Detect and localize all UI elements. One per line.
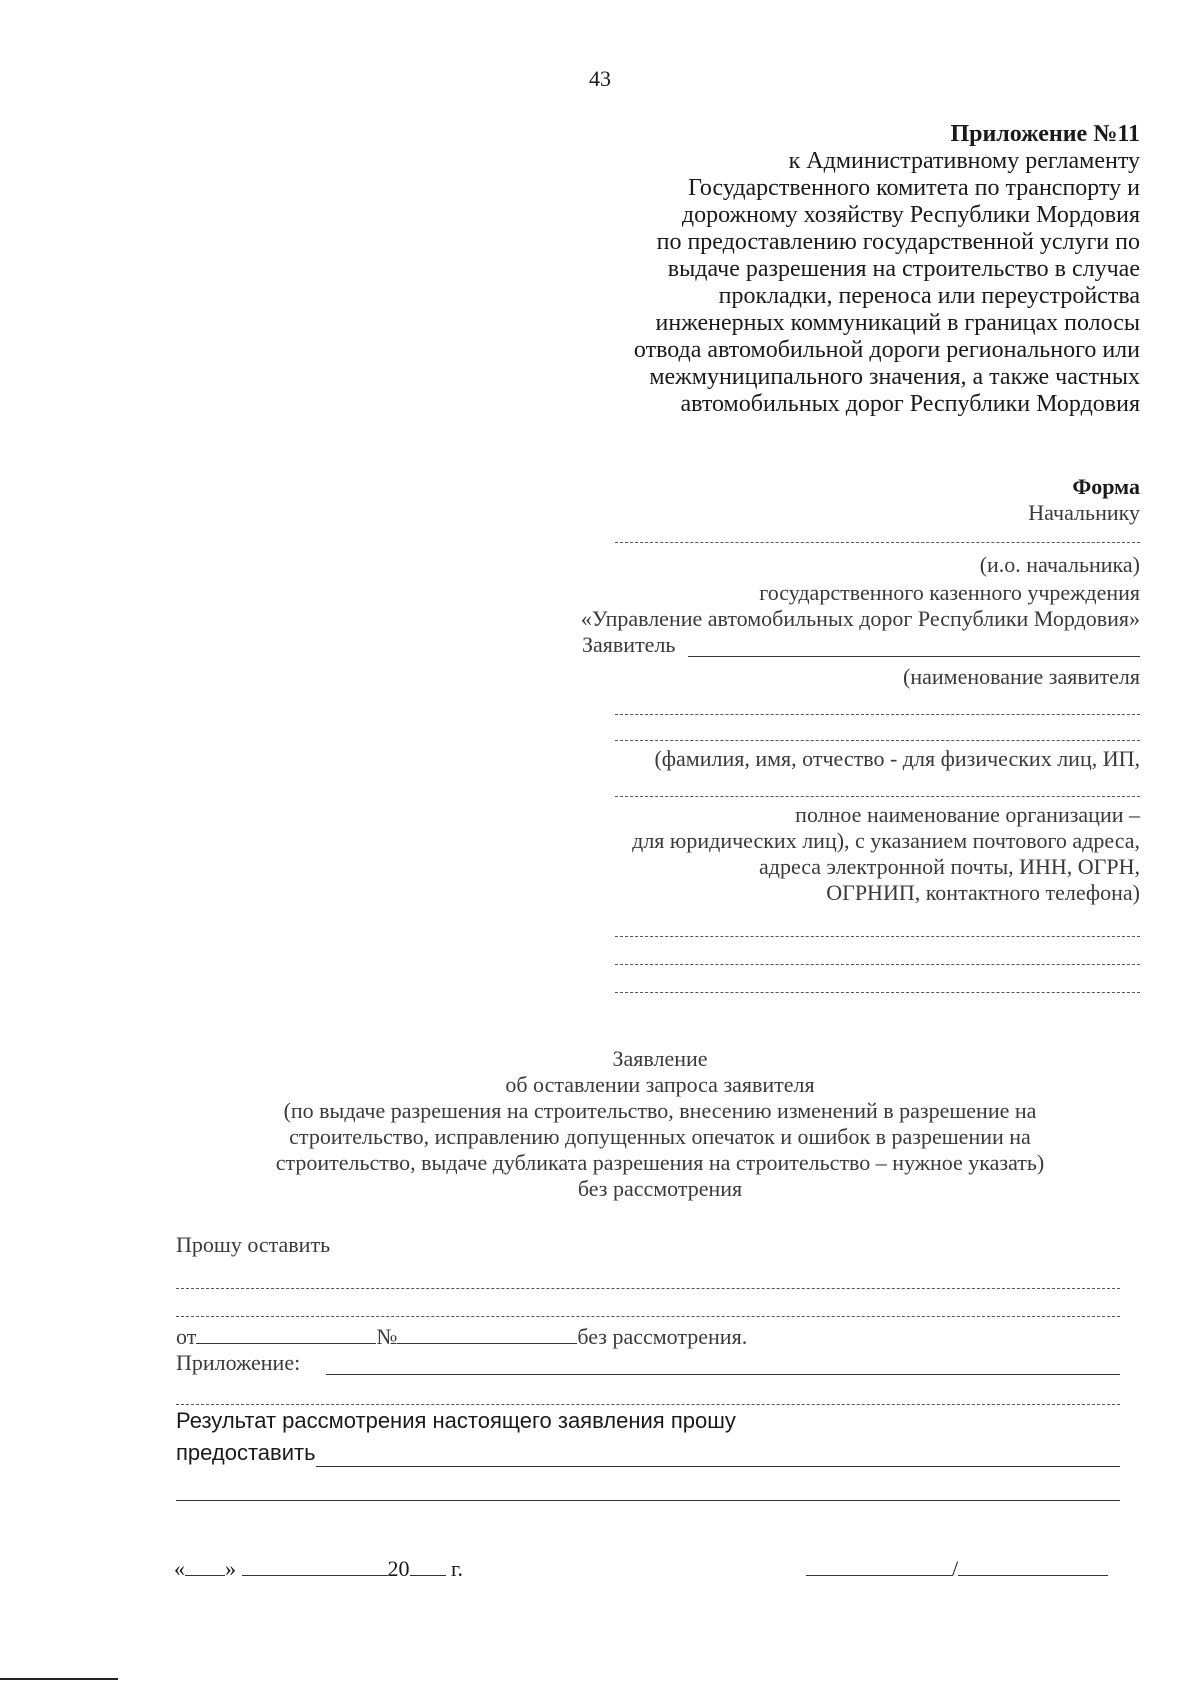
attachment-line[interactable]: [326, 1374, 1120, 1375]
institution-line-2: «Управление автомобильных дорог Республики Мордовия»: [580, 606, 1140, 631]
appendix-line: к Административному регламенту: [788, 148, 1140, 174]
quote-close: »: [225, 1556, 236, 1581]
applicant-field-line[interactable]: [615, 992, 1140, 993]
result-line-1: Результат рассмотрения настоящего заявления прошу: [176, 1408, 736, 1433]
applicant-field-line[interactable]: [615, 796, 1140, 797]
from-row: [176, 1324, 747, 1350]
appendix-line: прокладки, переноса или переустройства: [718, 283, 1140, 309]
page-number: 43: [589, 66, 611, 91]
addressee-line[interactable]: [615, 542, 1140, 543]
org-hint-3: адреса электронной почты, ИНН, ОГРН,: [758, 854, 1140, 879]
appendix-line: отвода автомобильной дороги регионального или: [633, 337, 1140, 363]
year-suffix: г.: [451, 1556, 464, 1581]
result-line-2: предоставить: [176, 1440, 316, 1465]
year-field[interactable]: [410, 1557, 446, 1576]
result-line[interactable]: [176, 1500, 1120, 1501]
applicant-line[interactable]: [688, 656, 1140, 657]
number-sign: №: [376, 1324, 398, 1349]
form-label: Форма: [1072, 474, 1140, 499]
statement-desc-2: строительство, исправлению допущенных опечаток и ошибок в разрешении на: [289, 1124, 1031, 1149]
appendix-line: инженерных коммуникаций в границах полосы: [655, 310, 1140, 336]
result-line[interactable]: [316, 1466, 1120, 1467]
attachment-line[interactable]: [176, 1404, 1120, 1405]
statement-desc-1: (по выдаче разрешения на строительство, внесению изменений в разрешение на: [283, 1098, 1037, 1123]
appendix-line: по предоставлению государственной услуги по: [656, 229, 1140, 255]
applicant-field-line[interactable]: [615, 964, 1140, 965]
org-hint-2: для юридических лиц), с указанием почтового адреса,: [632, 828, 1140, 853]
applicant-field-line[interactable]: [615, 936, 1140, 937]
org-hint-4: ОГРНИП, контактного телефона): [826, 880, 1140, 905]
month-field[interactable]: [242, 1557, 388, 1576]
applicant-field-line[interactable]: [615, 740, 1140, 741]
appendix-line: выдаче разрешения на строительство в случае: [667, 256, 1140, 282]
appendix-description: [520, 148, 1140, 418]
applicant-field-line[interactable]: [615, 714, 1140, 715]
quote-open: «: [174, 1556, 185, 1581]
person-hint: (фамилия, имя, отчество - для физических лиц, ИП,: [654, 746, 1140, 771]
without-review-label: без рассмотрения.: [577, 1324, 748, 1349]
request-label: Прошу оставить: [176, 1232, 331, 1257]
from-label: от: [176, 1324, 197, 1349]
statement-title: Заявление: [612, 1046, 708, 1071]
statement-desc-3: строительство, выдаче дубликата разрешения на строительство – нужное указать): [275, 1150, 1045, 1175]
statement-subtitle: об оставлении запроса заявителя: [505, 1072, 815, 1097]
addressee-label: Начальнику: [1028, 500, 1140, 525]
signature-field[interactable]: [806, 1557, 952, 1576]
number-field[interactable]: [397, 1325, 577, 1344]
appendix-line: Государственного комитета по транспорту и: [688, 175, 1140, 201]
statement-desc-4: без рассмотрения: [577, 1176, 743, 1201]
signature-row: [806, 1556, 1108, 1582]
appendix-line: автомобильных дорог Республики Мордовия: [680, 391, 1140, 417]
acting-note: (и.о. начальника): [979, 552, 1140, 577]
appendix-title: Приложение №11: [950, 121, 1140, 147]
footnote-separator: [0, 1678, 118, 1680]
date-row: [174, 1556, 463, 1582]
institution-line-1: государственного казенного учреждения: [759, 580, 1140, 605]
day-field[interactable]: [185, 1557, 225, 1576]
request-line[interactable]: [176, 1316, 1120, 1317]
request-line[interactable]: [176, 1288, 1120, 1289]
applicant-hint: (наименование заявителя: [903, 664, 1140, 689]
year-prefix: 20: [387, 1556, 410, 1581]
date-field[interactable]: [196, 1325, 376, 1344]
org-hint-1: полное наименование организации –: [795, 802, 1140, 827]
applicant-label: Заявитель: [582, 632, 676, 657]
signature-slash: /: [952, 1556, 959, 1581]
appendix-line: дорожному хозяйству Республики Мордовия: [681, 202, 1140, 228]
appendix-line: межмуниципального значения, а также частных: [649, 364, 1140, 390]
attachment-label: Приложение:: [176, 1350, 301, 1375]
signature-name-field[interactable]: [958, 1557, 1108, 1576]
